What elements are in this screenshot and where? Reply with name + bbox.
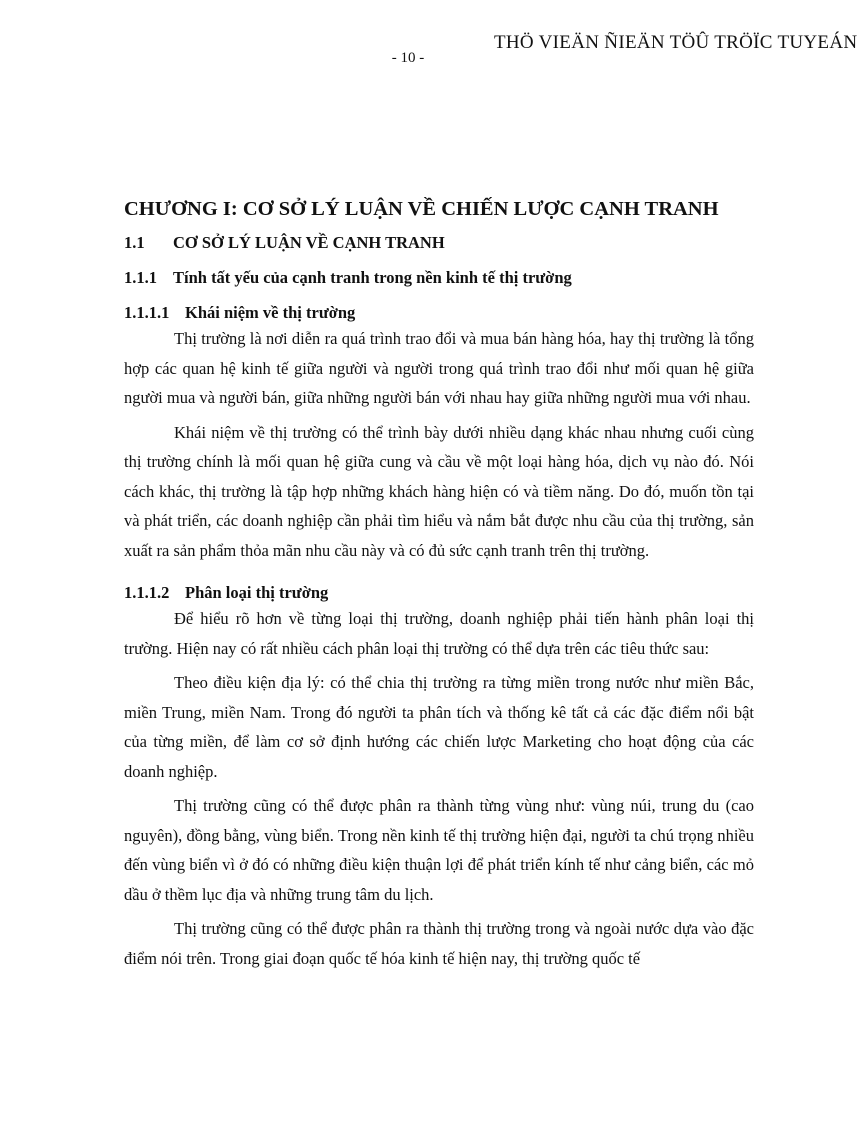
page-number: - 10 - xyxy=(391,50,425,66)
section-number: 1.1.1.2 xyxy=(124,583,170,602)
section-number: 1.1.1.1 xyxy=(124,303,170,322)
section-number: 1.1.1 xyxy=(124,268,157,287)
paragraph: Thị trường cũng có thể được phân ra thành thị trường trong và ngoài nước dựa vào đặc điểm nói trên. Trong giai đoạn quốc tế hóa kinh tế hiện nay, thị trường quốc tế xyxy=(124,919,754,968)
section-number: 1.1 xyxy=(124,233,145,252)
paragraph: Khái niệm về thị trường có thể trình bày dưới nhiều dạng khác nhau nhưng cuối cùng thị trường chính là mối quan hệ giữa cung và cầu về một loại hàng hóa, dịch vụ nào đó. Nói cách khác, thị trường là tập hợp những khách hàng hiện có và tiềm năng. Do đó, muốn tồn tại và phát triển, các doanh nghiệp cần phải tìm hiểu và nắm bắt được nhu cầu của thị trường, sản xuất ra sản phẩm thỏa mãn nhu cầu này và có đủ sức cạnh tranh trên thị trường. xyxy=(124,422,754,560)
section-title: CƠ SỞ LÝ LUẬN VỀ CẠNH TRANH xyxy=(173,233,445,252)
section-heading-1-1 xyxy=(124,233,754,253)
spacer xyxy=(124,570,754,582)
paragraph: Theo điều kiện địa lý: có thể chia thị trường ra từng miền trong nước như miền Bắc, miền Trung, miền Nam. Trong đó người ta phân tích và thống kê tất cả các đặc điểm nổi bật của từng miền, để làm cơ sở định hướng các chiến lược Marketing cho hoạt động của các doanh nghiệp. xyxy=(124,673,754,781)
section-heading-1-1-1-1 xyxy=(124,302,754,324)
section-title: Tính tất yếu của cạnh tranh trong nền kinh tế thị trường xyxy=(173,268,572,287)
section-title: Phân loại thị trường xyxy=(185,583,329,602)
paragraph: Thị trường cũng có thể được phân ra thành từng vùng như: vùng núi, trung du (cao nguyên), đồng bằng, vùng biển. Trong nền kinh tế thị trường hiện đại, người ta chú trọng nhiều đến vùng biển vì ở đó có những điều kiện thuận lợi để phát triển kính tế như cảng biển, các mỏ dầu ở thềm lục địa và những trung tâm du lịch. xyxy=(124,796,754,904)
section-heading-1-1-1 xyxy=(124,268,754,288)
paragraph: Để hiểu rõ hơn về từng loại thị trường, doanh nghiệp phải tiến hành phân loại thị trường. Hiện nay có rất nhiều cách phân loại thị trường có thể dựa trên các tiêu thức sau: xyxy=(124,609,754,658)
paragraph: Thị trường là nơi diễn ra quá trình trao đổi và mua bán hàng hóa, hay thị trường là tổng hợp các quan hệ kinh tế giữa người và người trong quá trình trao đổi như mối quan hệ giữa người mua và người bán, giữa những người bán với nhau hay giữa những người mua với nhau. xyxy=(124,329,754,407)
chapter-title: CHƯƠNG I: CƠ SỞ LÝ LUẬN VỀ CHIẾN LƯỢC CẠNH TRANH xyxy=(124,198,719,220)
document-body xyxy=(124,198,754,978)
section-heading-1-1-1-2 xyxy=(124,582,754,604)
section-title: Khái niệm về thị trường xyxy=(185,303,356,322)
library-watermark: THÖ VIEÄN ÑIEÄN TÖÛ TRÖÏC TUYEÁN xyxy=(494,32,857,53)
